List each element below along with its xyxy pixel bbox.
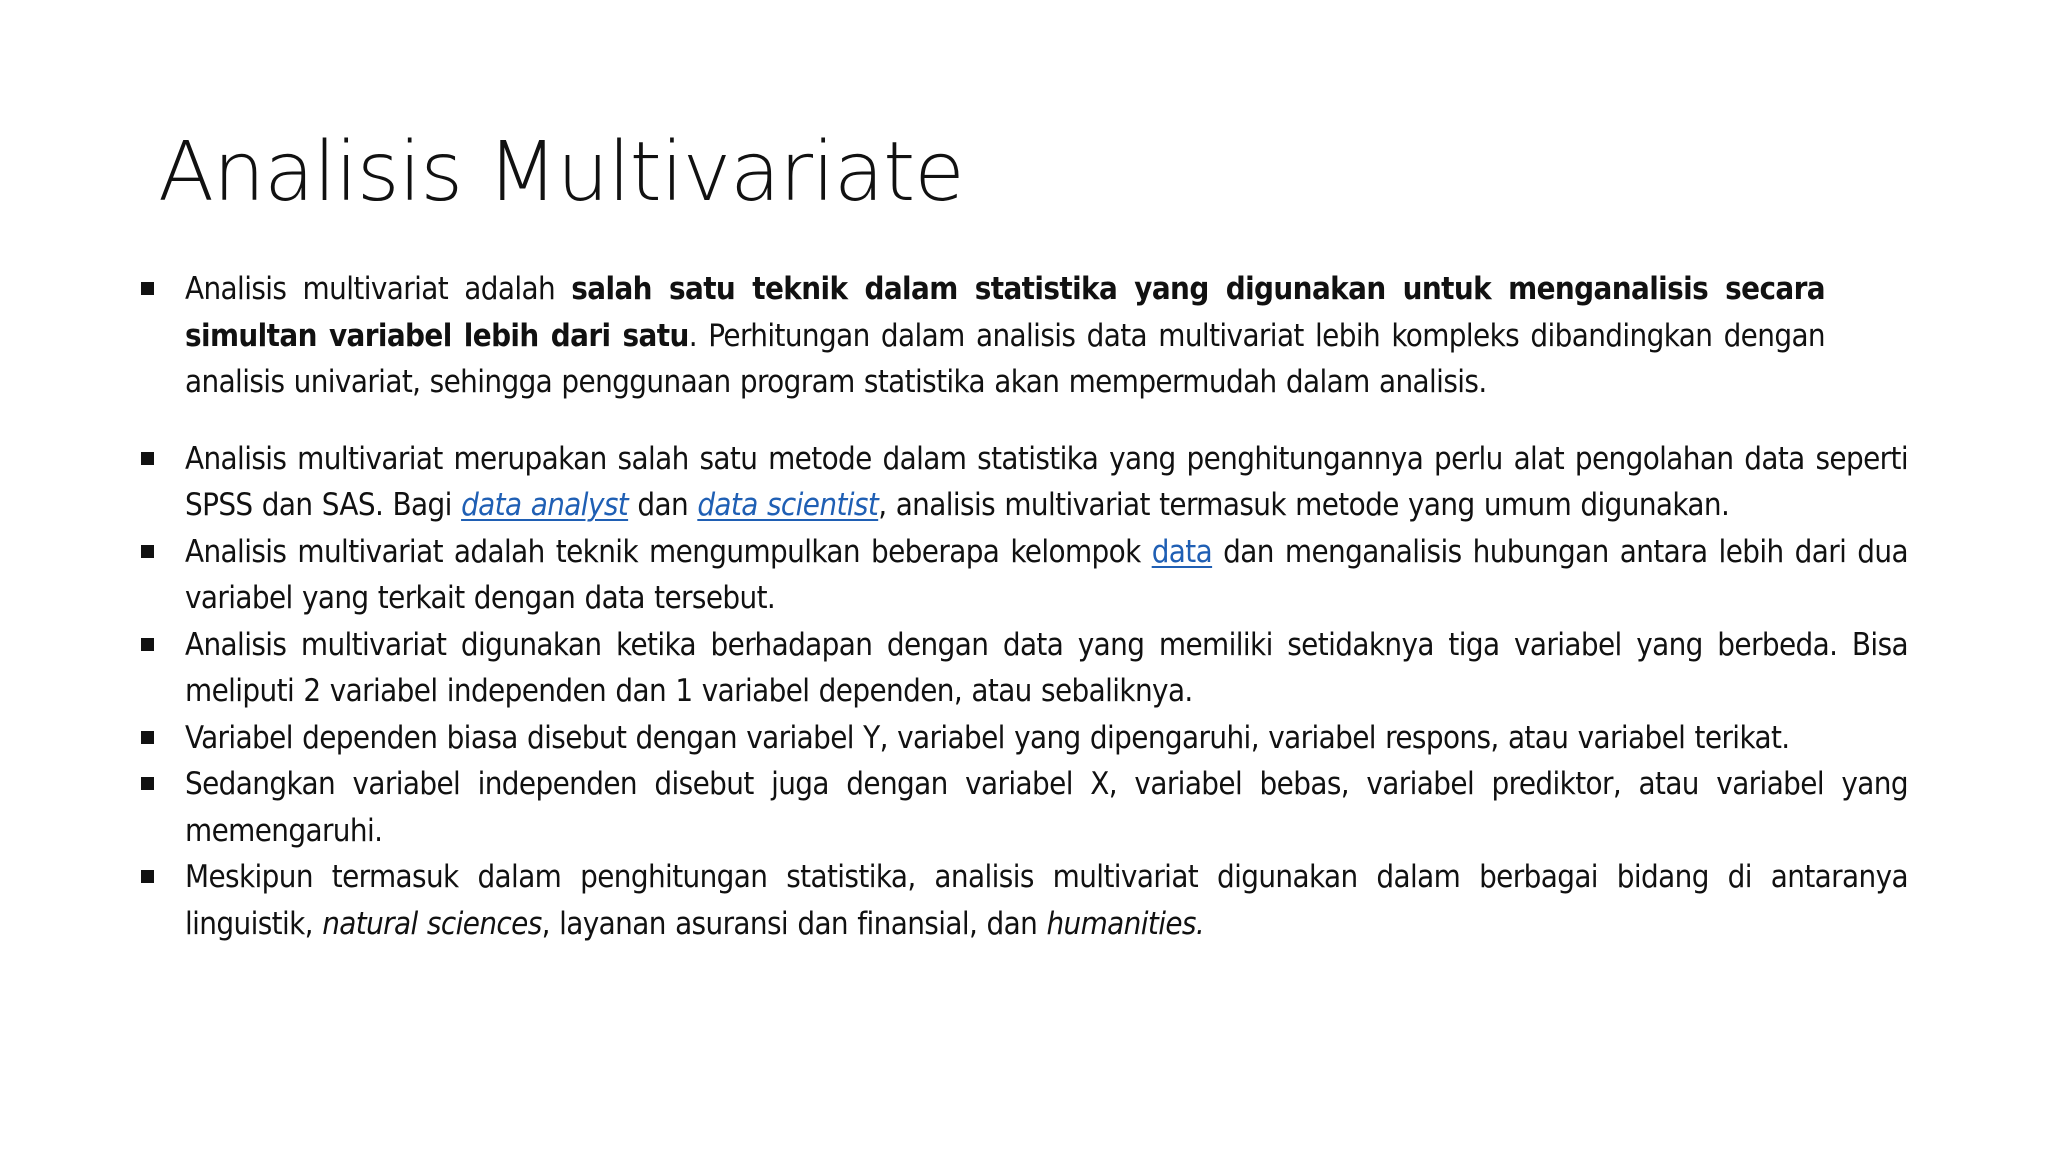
bullet-item [0,266,2048,406]
bullet-text-segment: , layanan asuransi dan finansial, dan [541,905,1047,942]
italic-term: humanities. [1046,905,1205,942]
bullet-item [0,436,2048,529]
bold-definition: salah satu teknik dalam statistika yang digunakan untuk menganalisis secara simultan variabel lebih dari satu [185,271,1825,354]
bullet-text [185,266,1825,406]
bullet-text: Analisis multivariat digunakan ketika berhadapan dengan data yang memiliki setidaknya tiga variabel yang berbeda. Bisa meliputi 2 variabel independen dan 1 variabel dependen, atau sebaliknya. [185,626,1908,709]
bullet-item [0,715,2048,762]
bullet-text [185,436,1908,529]
square-bullet-icon [141,282,154,295]
bullet-text-segment: . Perhitungan dalam analisis data multivariat lebih kompleks dibandingkan dengan analisis univariat, sehingga penggunaan program statistika akan mempermudah dalam analisis. [185,317,1826,400]
bullet-text-segment: Analisis multivariat adalah teknik mengumpulkan beberapa kelompok [185,533,1152,570]
bullet-text [185,529,1908,622]
bullet-item [0,622,2048,715]
bullet-text-segment: dan menganalisis hubungan antara lebih dari dua variabel yang terkait dengan data tersebut. [185,533,1908,616]
square-bullet-icon [141,870,154,883]
bullet-text: Sedangkan variabel independen disebut juga dengan variabel X, variabel bebas, variabel prediktor, atau variabel yang memengaruhi. [185,766,1908,849]
square-bullet-icon [141,452,154,465]
bullet-text-segment: dan [628,487,698,523]
square-bullet-icon [141,731,154,744]
bullet-text-segment: Analisis multivariat merupakan salah satu metode dalam statistika yang penghitungannya perlu alat pengolahan data seperti SPSS dan SAS. Bagi [185,440,1908,523]
bullet-item [0,854,2048,947]
link-data[interactable]: data [1151,533,1213,570]
bullet-text-segment: , analisis multivariat termasuk metode yang umum digunakan. [878,487,1730,523]
bullet-text-segment: Meskipun termasuk dalam penghitungan statistika, analisis multivariat digunakan dalam berbagai bidang di antaranya linguistik, [185,859,1908,942]
link-data-analyst[interactable]: data analyst [461,487,629,523]
square-bullet-icon [141,545,154,558]
bullet-list [0,266,2048,947]
square-bullet-icon [141,777,154,790]
bullet-item [0,761,2048,854]
bullet-text: Variabel dependen biasa disebut dengan variabel Y, variabel yang dipengaruhi, variabel respons, atau variabel terikat. [185,719,1790,756]
bullet-item [0,529,2048,622]
bullet-text-segment: Analisis multivariat adalah [185,271,572,307]
slide-title: Analisis Multivariate [158,125,964,220]
bullet-text [185,854,1908,947]
italic-term: natural sciences [322,905,542,942]
square-bullet-icon [141,638,154,651]
link-data-scientist[interactable]: data scientist [697,487,879,523]
